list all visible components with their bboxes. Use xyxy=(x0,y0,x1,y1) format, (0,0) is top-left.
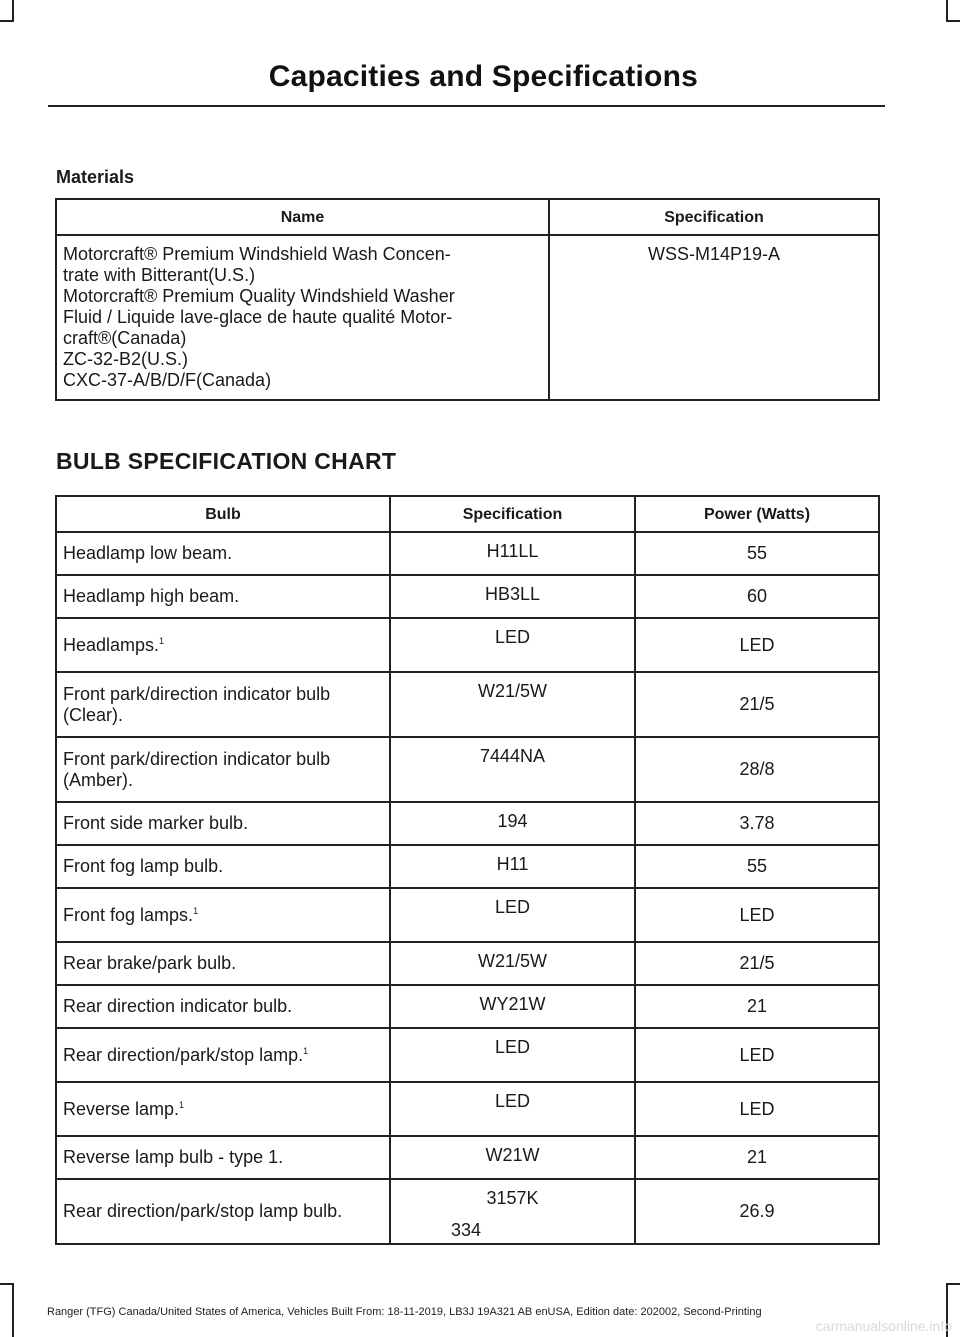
bulb-power-cell: 28/8 xyxy=(635,737,879,802)
bulb-name: Front fog lamps. xyxy=(63,904,194,925)
column-header-bulb: Bulb xyxy=(56,496,390,532)
bulb-name-cell xyxy=(56,802,390,845)
bulb-header-row xyxy=(56,496,879,532)
bulb-name: Rear direction indicator bulb. xyxy=(63,996,293,1016)
bulb-power-cell: 21/5 xyxy=(635,672,879,737)
bulb-name: Front park/direction indicator bulb (Amber). xyxy=(63,748,331,790)
bulb-name: Headlamp low beam. xyxy=(63,543,233,563)
material-name-cell xyxy=(56,235,549,400)
bulb-name-cell xyxy=(56,737,390,802)
bulb-name: Rear direction/park/stop lamp bulb. xyxy=(63,1201,343,1221)
bulb-name-cell xyxy=(56,532,390,575)
bulb-power-cell: LED xyxy=(635,1028,879,1082)
bulb-specification-table xyxy=(55,495,880,1245)
column-header-specification: Specification xyxy=(390,496,635,532)
bulb-spec-cell: H11 xyxy=(390,845,635,888)
material-name-line: Motorcraft® Premium Quality Windshield Washer xyxy=(63,286,455,306)
bulb-name: Headlamp high beam. xyxy=(63,586,240,606)
footnote-marker: 1 xyxy=(193,905,199,916)
bulb-spec-cell: W21W xyxy=(390,1136,635,1179)
crop-mark-bottom-left-v xyxy=(12,1283,14,1337)
bulb-power-cell: 26.9 xyxy=(635,1179,879,1244)
materials-table xyxy=(55,198,880,401)
bulb-row xyxy=(56,672,879,737)
page-number: 334 xyxy=(450,1220,482,1240)
bulb-name: Headlamps. xyxy=(63,634,160,655)
material-name-line: Fluid / Liquide lave-glace de haute qualité Motor- xyxy=(63,307,453,327)
footnote-marker: 1 xyxy=(303,1045,309,1056)
column-header-name: Name xyxy=(56,199,549,235)
materials-row xyxy=(56,235,879,400)
bulb-spec-cell: W21/5W xyxy=(390,942,635,985)
bulb-spec-cell: LED xyxy=(390,888,635,942)
watermark: carmanualsonline.info xyxy=(815,1318,952,1334)
bulb-spec-cell: 7444NA xyxy=(390,737,635,802)
crop-mark-top-right-v xyxy=(946,0,948,22)
bulb-name-cell xyxy=(56,618,390,672)
bulb-name-cell xyxy=(56,985,390,1028)
bulb-name: Front park/direction indicator bulb (Clear). xyxy=(63,683,331,725)
material-name-line: CXC-37-A/B/D/F(Canada) xyxy=(63,370,272,390)
bulb-row xyxy=(56,1082,879,1136)
material-name-line: Motorcraft® Premium Windshield Wash Concen- xyxy=(63,244,451,264)
footer-text: Ranger (TFG) Canada/United States of America, Vehicles Built From: 18-11-2019, LB3J 19A321 AB enUSA, Edition date: 202002, Second-Printing xyxy=(47,1306,762,1318)
bulb-row xyxy=(56,575,879,618)
crop-mark-top-right-h xyxy=(946,20,960,22)
bulb-name: Front side marker bulb. xyxy=(63,813,249,833)
bulb-row xyxy=(56,618,879,672)
bulb-name: Front fog lamp bulb. xyxy=(63,856,224,876)
header-divider xyxy=(48,105,885,107)
bulb-power-cell: 3.78 xyxy=(635,802,879,845)
bulb-power-cell: 60 xyxy=(635,575,879,618)
bulb-row xyxy=(56,737,879,802)
crop-mark-top-left-v xyxy=(12,0,14,22)
material-name-line: trate with Bitterant(U.S.) xyxy=(63,265,256,285)
bulb-spec-cell: H11LL xyxy=(390,532,635,575)
bulb-name-cell xyxy=(56,942,390,985)
bulb-name-cell xyxy=(56,575,390,618)
bulb-power-cell: LED xyxy=(635,888,879,942)
bulb-power-cell: LED xyxy=(635,1082,879,1136)
crop-mark-bottom-left-h xyxy=(0,1283,14,1285)
bulb-power-cell: LED xyxy=(635,618,879,672)
bulb-name: Rear direction/park/stop lamp. xyxy=(63,1044,304,1065)
bulb-name-cell xyxy=(56,1136,390,1179)
bulb-power-cell: 21 xyxy=(635,1136,879,1179)
bulb-spec-cell: WY21W xyxy=(390,985,635,1028)
material-name-line: craft®(Canada) xyxy=(63,328,187,348)
bulb-power-cell: 21 xyxy=(635,985,879,1028)
materials-header-row xyxy=(56,199,879,235)
footnote-marker: 1 xyxy=(159,635,165,646)
bulb-row xyxy=(56,888,879,942)
materials-section-label: Materials xyxy=(56,167,135,187)
bulb-spec-cell: LED xyxy=(390,618,635,672)
bulb-chart-heading: BULB SPECIFICATION CHART xyxy=(56,448,397,474)
crop-mark-bottom-right-h xyxy=(946,1283,960,1285)
bulb-name-cell xyxy=(56,888,390,942)
bulb-name: Rear brake/park bulb. xyxy=(63,953,237,973)
bulb-power-cell: 21/5 xyxy=(635,942,879,985)
footnote-marker: 1 xyxy=(179,1099,185,1110)
bulb-spec-cell: 3157K xyxy=(390,1179,635,1244)
bulb-name-cell xyxy=(56,1082,390,1136)
bulb-row xyxy=(56,942,879,985)
material-name-line: ZC-32-B2(U.S.) xyxy=(63,349,189,369)
bulb-name: Reverse lamp bulb - type 1. xyxy=(63,1147,284,1167)
bulb-name-cell xyxy=(56,845,390,888)
bulb-spec-cell: LED xyxy=(390,1082,635,1136)
bulb-spec-cell: W21/5W xyxy=(390,672,635,737)
bulb-spec-cell: HB3LL xyxy=(390,575,635,618)
bulb-row xyxy=(56,985,879,1028)
page-title: Capacities and Specifications xyxy=(268,60,698,93)
bulb-row xyxy=(56,845,879,888)
bulb-power-cell: 55 xyxy=(635,532,879,575)
material-spec-cell: WSS-M14P19-A xyxy=(549,235,879,400)
column-header-specification: Specification xyxy=(549,199,879,235)
bulb-spec-cell: 194 xyxy=(390,802,635,845)
bulb-name-cell xyxy=(56,1028,390,1082)
crop-mark-top-left-h xyxy=(0,20,14,22)
bulb-row xyxy=(56,1136,879,1179)
bulb-name: Reverse lamp. xyxy=(63,1098,180,1119)
bulb-row xyxy=(56,802,879,845)
bulb-name-cell xyxy=(56,672,390,737)
column-header-power: Power (Watts) xyxy=(635,496,879,532)
bulb-row xyxy=(56,1028,879,1082)
bulb-power-cell: 55 xyxy=(635,845,879,888)
bulb-row xyxy=(56,532,879,575)
bulb-spec-cell: LED xyxy=(390,1028,635,1082)
